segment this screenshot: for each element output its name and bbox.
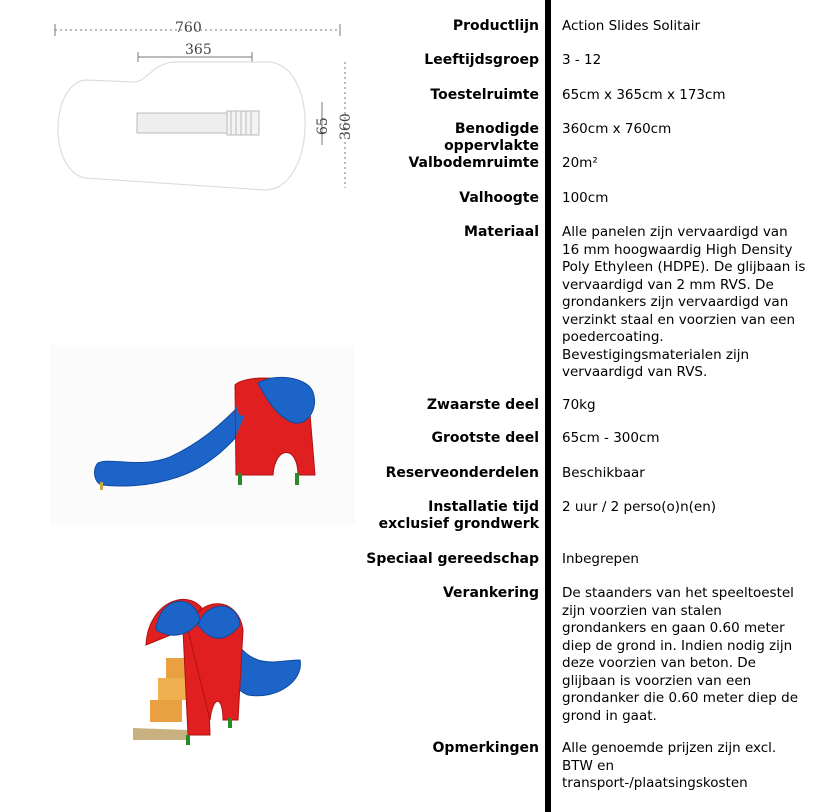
spec-label-reserveonderdelen: Reserveonderdelen bbox=[385, 465, 539, 481]
spec-label-valbodemruimte: Valbodemruimte bbox=[408, 155, 539, 171]
spec-label-grootste-deel: Grootste deel bbox=[431, 430, 539, 446]
inner-height-dimension-label: 65 bbox=[315, 117, 331, 135]
spec-value-productlijn: Action Slides Solitair bbox=[562, 18, 701, 34]
column-divider bbox=[545, 0, 551, 812]
spec-value-valhoogte: 100cm bbox=[562, 190, 609, 206]
spec-label-productlijn: Productlijn bbox=[452, 18, 539, 34]
spec-value-installatie-tijd: 2 uur / 2 perso(o)n(en) bbox=[562, 499, 717, 515]
spec-value-benodigde-oppervlakte: 360cm x 760cm bbox=[562, 121, 672, 137]
spec-value-valbodemruimte: 20m² bbox=[562, 155, 598, 171]
spec-label-leeftijdsgroep: Leeftijdsgroep bbox=[424, 52, 539, 68]
spec-value-leeftijdsgroep: 3 - 12 bbox=[562, 52, 602, 68]
spec-label-zwaarste-deel: Zwaarste deel bbox=[426, 397, 539, 413]
inner-width-dimension-label: 365 bbox=[185, 42, 212, 58]
spec-label-verankering: Verankering bbox=[442, 585, 539, 601]
height-dimension-label: 360 bbox=[338, 113, 354, 140]
product-perspective-image bbox=[128, 590, 308, 755]
width-dimension-label: 760 bbox=[175, 20, 202, 36]
spec-value-opmerkingen: Alle genoemde prijzen zijn excl. BTW en transport-/plaatsingskosten bbox=[562, 740, 777, 791]
spec-value-grootste-deel: 65cm - 300cm bbox=[562, 430, 660, 446]
spec-label-benodigde-oppervlakte: Benodigde oppervlakte bbox=[444, 121, 539, 154]
spec-label-toestelruimte: Toestelruimte bbox=[430, 87, 539, 103]
spec-value-toestelruimte: 65cm x 365cm x 173cm bbox=[562, 87, 726, 103]
spec-value-materiaal: Alle panelen zijn vervaardigd van 16 mm hoogwaardig High Density Poly Ethyleen (HDPE). De glijbaan is vervaardigd van 2 mm RVS. De grondankers zijn vervaardigd van verzinkt staal en voorzien van een poedercoating. Bevestigingsmaterialen zijn vervaardigd van RVS. bbox=[562, 224, 806, 380]
spec-label-installatie-tijd: Installatie tijd exclusief grondwerk bbox=[378, 499, 539, 532]
spec-label-speciaal-gereedschap: Speciaal gereedschap bbox=[366, 551, 539, 567]
spec-value-reserveonderdelen: Beschikbaar bbox=[562, 465, 645, 481]
spec-value-zwaarste-deel: 70kg bbox=[562, 397, 596, 413]
spec-value-verankering: De staanders van het speeltoestel zijn voorzien van stalen grondankers en gaan 0.60 meter diep de grond in. Indien nodig zijn deze voorzien van beton. De glijbaan is voorzien van een grondanker die 0.60 meter diep de grond in gaat. bbox=[562, 585, 799, 724]
spec-label-opmerkingen: Opmerkingen bbox=[432, 740, 539, 756]
spec-value-speciaal-gereedschap: Inbegrepen bbox=[562, 551, 639, 567]
spec-label-materiaal: Materiaal bbox=[464, 224, 539, 240]
spec-label-valhoogte: Valhoogte bbox=[459, 190, 539, 206]
